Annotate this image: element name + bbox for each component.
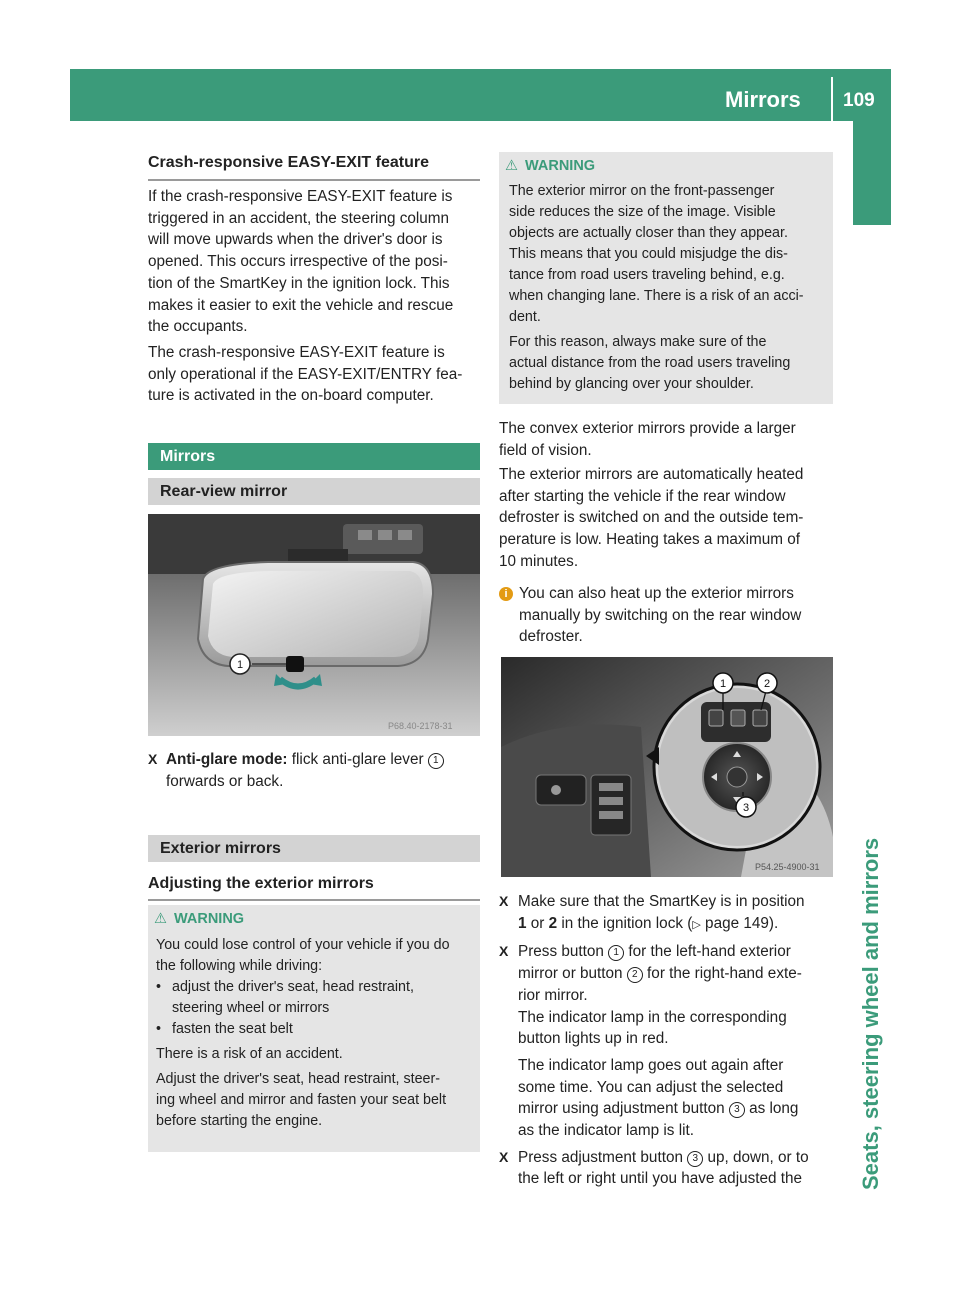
callout-1: 1 [608,945,624,961]
warning-text-left: You could lose control of your vehicle if you do the following while driving: • adjust the driver's seat, head restraint, steering wheel or mirrors • fasten the seat belt There is a risk of an accident. Adjust the driver's seat, head restraint, steer- ing wheel and mirror and fasten your seat belt before starting the engine. [156,937,450,1129]
exterior-mirrors-band: Exterior mirrors [148,835,480,862]
warning-heading: ⚠ WARNING [505,158,596,174]
callout-3: 3 [729,1102,745,1118]
image-code: P54.25-4900-31 [755,862,820,872]
bullet-icon: • [156,979,162,995]
mirrors-section-band: Mirrors [148,443,480,470]
door-controls-image [501,657,833,877]
easy-exit-paragraph-1: If the crash-responsive EASY-EXIT feature is triggered in an accident, the steering column will move upwards when the driver's door is opened. This occurs irrespective of the posi- tion of the SmartKey in the ignition lock. This makes it easier to exit the vehicle and rescue the occupants. [148,188,454,336]
easy-exit-heading: Crash-responsive EASY-EXIT feature [148,154,429,171]
steps-list: X Make sure that the SmartKey is in position 1 or 2 in the ignition lock (▷ page 149). X Press button 1 for the left-hand exterior mirror or button 2 for the right-hand exte- rior mirror. The indicator lamp in the corresponding button lights up in red. The indicator lamp goes out again after some time. You can adjust the selected mirror using adjustment button 3 as long as the indicator lamp is lit. X Press adjustment button 3 up, down, or to the left or right until you have adjusted the [499,891,839,1190]
antiglare-instruction: X Anti-glare mode: flick anti-glare lever 1 forwards or back. [148,749,483,792]
step-1: X Make sure that the SmartKey is in position [499,891,839,913]
warning-triangle-icon: ⚠ [154,911,167,927]
step-marker: X [499,943,509,960]
rearview-mirror-band: Rear-view mirror [148,478,480,505]
svg-text:1: 1 [719,678,727,690]
easy-exit-paragraph-2: The crash-responsive EASY-EXIT feature is only operational if the EASY-EXIT/ENTRY fea- ture is activated in the on-board computer. [148,344,463,405]
step-2: X Press button 1 for the left-hand exterior [499,941,839,963]
convex-paragraph: The convex exterior mirrors provide a larger field of vision. [499,420,796,459]
step-3: X Press adjustment button 3 up, down, or to [499,1147,839,1169]
callout-1: 1 [428,753,444,769]
step-marker: X [499,893,509,909]
header-divider [831,77,833,121]
page-number: 109 [843,90,875,111]
svg-text:1: 1 [236,659,244,671]
callout-2: 2 [627,967,643,983]
page-reference-icon: ▷ [692,918,701,931]
heated-paragraph: The exterior mirrors are automatically heated after starting the vehicle if the rear window defroster is switched on and the outside tem- perature is low. Heating takes a maximum of 10 minutes. [499,466,804,570]
info-note: i You can also heat up the exterior mirrors manually by switching on the rear window defroster. [499,583,839,648]
svg-text:2: 2 [763,678,771,690]
warning-text-right: The exterior mirror on the front-passenger side reduces the size of the image. Visible objects are actually closer than they appear. This means that you could misjudge the dis- tance from road users traveling behind, e.g. when changing lane. There is a risk of an acci- dent. For this reason, always make sure of the actual distance from the road users traveling behind by glancing over your shoulder. [509,183,804,392]
heading-rule [148,899,480,901]
heading-rule [148,179,480,181]
callout-3: 3 [687,1151,703,1167]
svg-text:3: 3 [742,802,750,814]
rearview-mirror-image [148,514,480,736]
chapter-title-vertical: Seats, steering wheel and mirrors [858,837,883,1190]
step-marker: X [499,1148,509,1165]
section-title: Mirrors [725,87,801,112]
side-tab-marker [853,121,891,225]
warning-triangle-icon: ⚠ [505,158,518,174]
bullet-icon: • [156,1021,162,1037]
adjusting-heading: Adjusting the exterior mirrors [148,875,374,892]
step-marker: X [148,751,158,767]
warning-heading: ⚠ WARNING [154,911,245,927]
image-code: P68.40-2178-31 [388,721,453,731]
info-icon: i [499,587,513,601]
